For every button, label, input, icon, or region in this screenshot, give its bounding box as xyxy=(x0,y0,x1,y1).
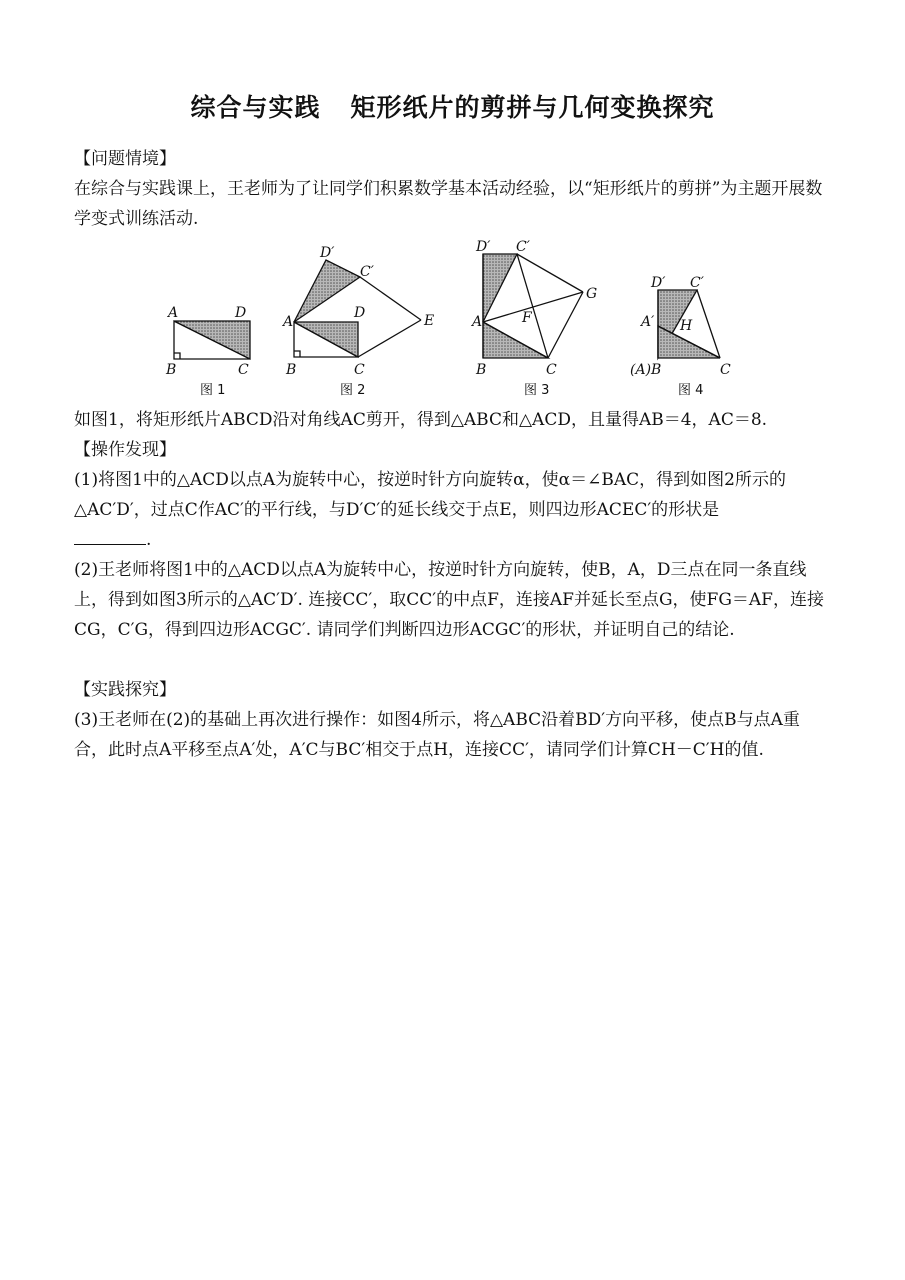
fig3-label-c: C xyxy=(546,362,557,378)
fig3-line-cg xyxy=(548,292,583,358)
fig1-caption: 图 1 xyxy=(200,383,226,398)
fig2-label-e: E xyxy=(424,313,435,329)
figure1-description: 如图1，将矩形纸片ABCD沿对角线AC剪开，得到△ABC和△ACD，且量得AB＝4，AC＝8. xyxy=(74,410,768,430)
fig3-triangle-adpcp xyxy=(483,254,517,322)
fig4-label-cprime: C′ xyxy=(690,275,704,291)
fig4-label-dprime: D′ xyxy=(651,275,666,291)
fig3-label-cprime: C′ xyxy=(516,239,530,255)
question-1-text: (1)将图1中的△ACD以点A为旋转中心，按逆时针方向旋转α，使α＝∠BAC，得到如图2所示的△AC′D′，过点C作AC′的平行线，与D′C′的延长线交于点E，则四边形ACEC′的形状是 xyxy=(74,470,786,520)
fig1-right-angle-mark xyxy=(174,353,180,359)
fig3-label-a: A xyxy=(472,314,483,330)
fig3-label-f: F xyxy=(522,310,532,326)
fig2-label-b: B xyxy=(286,362,297,378)
figure-1 xyxy=(165,305,250,398)
fig3-label-g: G xyxy=(586,286,598,302)
fig4-label-ab: (A)B xyxy=(630,362,662,378)
fig1-label-d: D xyxy=(235,305,247,321)
fig2-line-ce xyxy=(358,320,421,357)
figure-2 xyxy=(281,245,434,398)
title-sub: 矩形纸片的剪拼与几何变换探究 xyxy=(350,93,715,122)
question-2: (2)王老师将图1中的△ACD以点A为旋转中心，按逆时针方向旋转，使B，A，D三点在同一条直线上，得到如图3所示的△AC′D′. 连接CC′，取CC′的中点F，连接AF并延长至点G，使FG＝AF，连接CG，C′G，得到四边形ACGC′. 请同学们判断四边形ACGC′的形状，并证明自己的结论. xyxy=(74,560,824,640)
fig2-triangle-acd xyxy=(294,322,358,357)
section-problem-context: 【问题情境】 xyxy=(74,149,176,169)
fig3-caption: 图 3 xyxy=(524,383,550,398)
answer-blank[interactable] xyxy=(74,528,146,545)
fig3-label-b: B xyxy=(476,362,487,378)
figure-3 xyxy=(470,239,597,398)
section-operation-discovery: 【操作发现】 xyxy=(74,440,176,460)
fig1-triangle-acd xyxy=(174,321,250,359)
question-1 xyxy=(74,465,832,555)
figures-panel xyxy=(0,0,905,410)
question-1-end: . xyxy=(146,530,152,550)
fig2-label-cprime: C′ xyxy=(360,264,374,280)
fig2-right-angle-mark xyxy=(294,351,300,357)
fig2-line-cpe xyxy=(360,277,421,320)
fig2-triangle-acpdp xyxy=(294,260,360,322)
fig4-label-aprime: A′ xyxy=(641,314,655,330)
fig3-label-dprime: D′ xyxy=(476,239,491,255)
title-main: 综合与实践 xyxy=(190,93,321,122)
fig4-label-c: C xyxy=(720,362,731,378)
fig2-label-d: D xyxy=(354,305,366,321)
fig1-label-c: C xyxy=(238,362,249,378)
fig2-label-a: A xyxy=(283,314,294,330)
intro-paragraph: 在综合与实践课上，王老师为了让同学们积累数学基本活动经验，以“矩形纸片的剪拼”为主题开展数学变式训练活动. xyxy=(74,179,823,229)
section-practice-inquiry: 【实践探究】 xyxy=(74,680,176,700)
figure-4 xyxy=(630,275,731,398)
question-3: (3)王老师在(2)的基础上再次进行操作：如图4所示，将△ABC沿着BD′方向平移，使点B与点A重合，此时点A平移至点A′处，A′C与BC′相交于点H，连接CC′，请同学们计算CH－C′H的值. xyxy=(74,710,800,760)
fig1-label-a: A xyxy=(168,305,179,321)
fig4-caption: 图 4 xyxy=(678,383,704,398)
fig2-label-dprime: D′ xyxy=(320,245,335,261)
fig2-label-c: C xyxy=(354,362,365,378)
fig3-line-ag xyxy=(483,292,583,322)
fig2-caption: 图 2 xyxy=(340,383,366,398)
fig1-label-b: B xyxy=(166,362,177,378)
fig4-label-h: H xyxy=(680,318,693,334)
